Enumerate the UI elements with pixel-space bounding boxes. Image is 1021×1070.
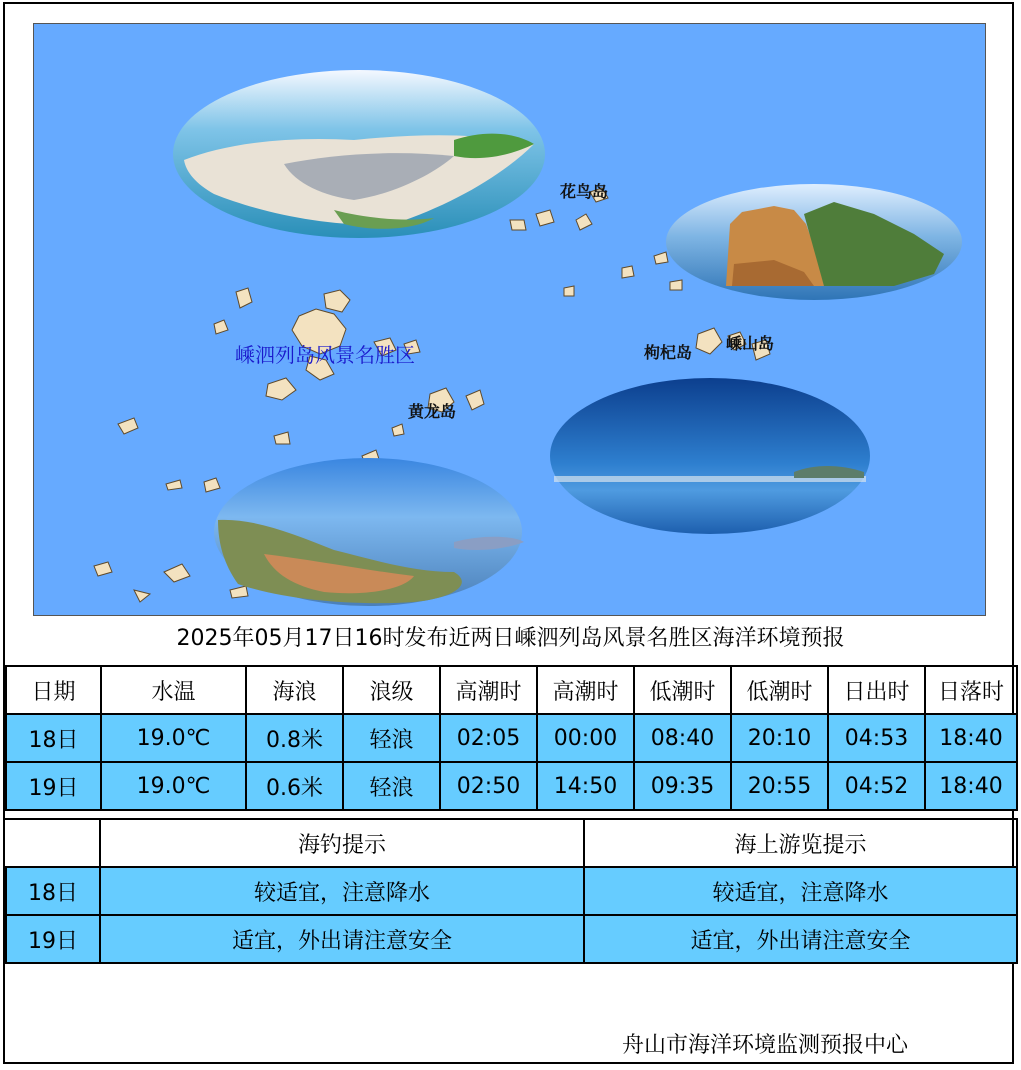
header-fishing-tip: 海钓提示 <box>100 819 584 867</box>
header-sunrise: 日出时 <box>828 666 925 714</box>
cell-date: 18日 <box>6 714 101 762</box>
cell-date: 18日 <box>6 867 100 915</box>
cell-sunset: 18:40 <box>925 762 1017 810</box>
cell-date: 19日 <box>6 762 101 810</box>
header-low-tide-1: 低潮时 <box>634 666 731 714</box>
forecast-header-row <box>6 666 1017 714</box>
cell-wave-grade: 轻浪 <box>343 714 440 762</box>
cell-sunrise: 04:52 <box>828 762 925 810</box>
table-row <box>6 915 1017 963</box>
photo-hillside-town <box>214 458 524 606</box>
header-wave-height: 海浪 <box>246 666 343 714</box>
cell-fishing-tip: 较适宜，注意降水 <box>100 867 584 915</box>
cell-water-temp: 19.0℃ <box>101 762 246 810</box>
cell-low-tide-2: 20:10 <box>731 714 828 762</box>
footer-agency: 舟山市海洋环境监测预报中心 <box>622 1033 909 1058</box>
cell-wave-height: 0.8米 <box>246 714 343 762</box>
forecast-table <box>5 665 1018 811</box>
cell-low-tide-1: 08:40 <box>634 714 731 762</box>
header-wave-grade: 浪级 <box>343 666 440 714</box>
label-huaniao-island: 花鸟岛 <box>560 182 609 201</box>
island-map <box>34 24 985 615</box>
cell-high-tide-2: 00:00 <box>537 714 634 762</box>
header-water-temp: 水温 <box>101 666 246 714</box>
label-gouqi-island: 枸杞岛 <box>644 343 693 362</box>
cell-water-temp: 19.0℃ <box>101 714 246 762</box>
table-row <box>6 867 1017 915</box>
cell-date: 19日 <box>6 915 100 963</box>
table-row <box>6 762 1017 810</box>
forecast-title: 2025年05月17日16时发布近两日嵊泗列岛风景名胜区海洋环境预报 <box>176 626 845 651</box>
cell-sea-tour-tip: 适宜，外出请注意安全 <box>584 915 1017 963</box>
cell-wave-grade: 轻浪 <box>343 762 440 810</box>
header-high-tide-1: 高潮时 <box>440 666 537 714</box>
map-panel <box>33 23 986 616</box>
photo-coastal-cliff <box>666 184 962 300</box>
cell-sunrise: 04:53 <box>828 714 925 762</box>
header-date: 日期 <box>6 666 101 714</box>
tips-table <box>5 818 1018 964</box>
cell-high-tide-2: 14:50 <box>537 762 634 810</box>
photo-open-sea <box>550 378 870 534</box>
cell-wave-height: 0.6米 <box>246 762 343 810</box>
tips-header-blank <box>6 819 100 867</box>
label-shengshan-island: 嵊山岛 <box>726 334 775 353</box>
label-scenic-area: 嵊泗列岛风景名胜区 <box>235 343 415 367</box>
cell-sea-tour-tip: 较适宜，注意降水 <box>584 867 1017 915</box>
cell-low-tide-2: 20:55 <box>731 762 828 810</box>
header-sunset: 日落时 <box>925 666 1017 714</box>
cell-high-tide-1: 02:05 <box>440 714 537 762</box>
label-huanglong-island: 黄龙岛 <box>408 402 457 421</box>
cell-fishing-tip: 适宜，外出请注意安全 <box>100 915 584 963</box>
header-sea-tour-tip: 海上游览提示 <box>584 819 1017 867</box>
cell-low-tide-1: 09:35 <box>634 762 731 810</box>
header-low-tide-2: 低潮时 <box>731 666 828 714</box>
cell-high-tide-1: 02:50 <box>440 762 537 810</box>
table-row <box>6 714 1017 762</box>
tips-header-row <box>6 819 1017 867</box>
cell-sunset: 18:40 <box>925 714 1017 762</box>
photo-village-island <box>173 70 545 238</box>
header-high-tide-2: 高潮时 <box>537 666 634 714</box>
